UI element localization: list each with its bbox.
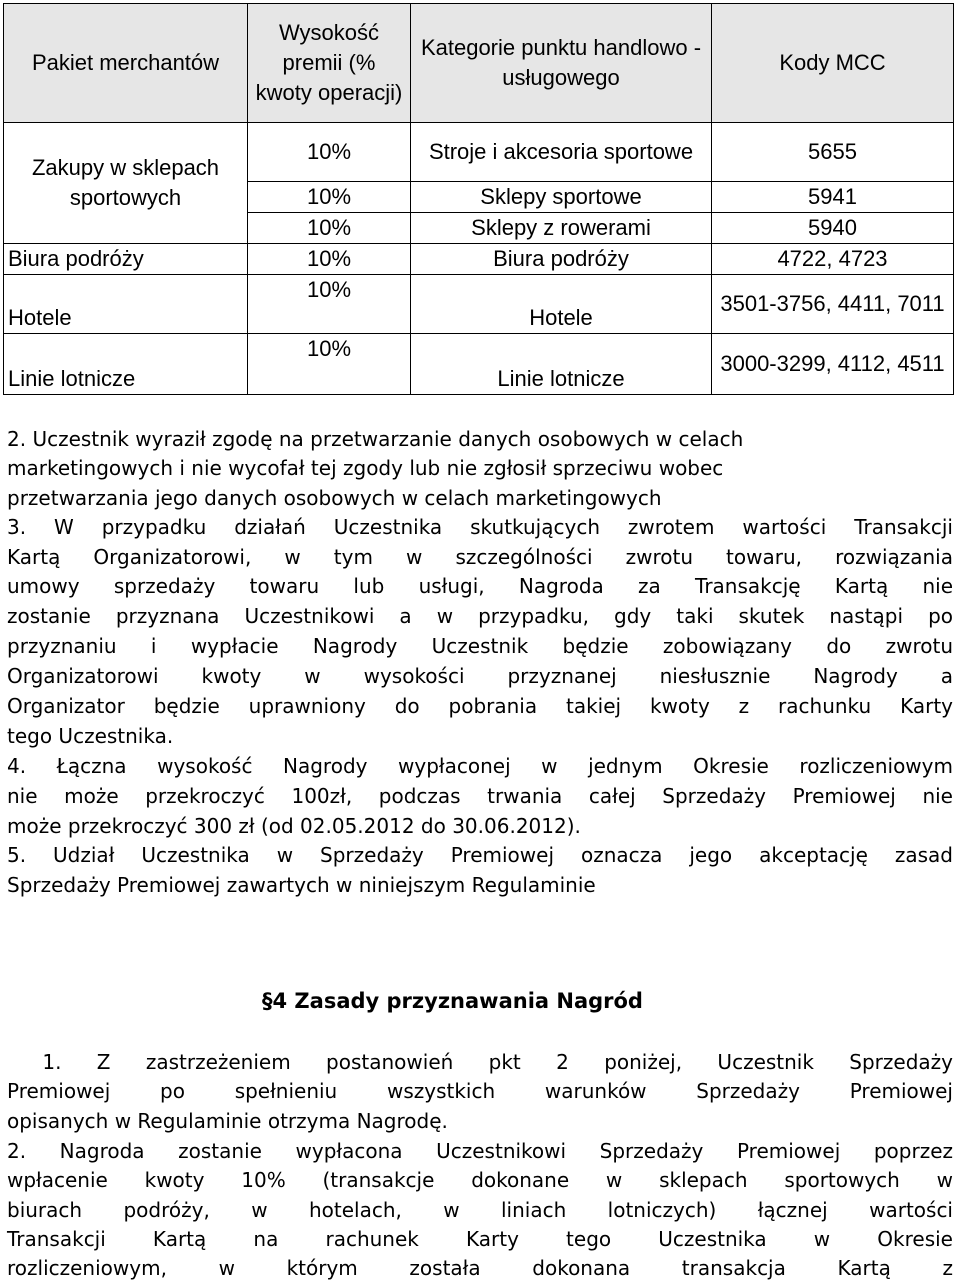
cell-pakiet: Zakupy w sklepach sportowych: [4, 123, 248, 244]
cell-kody: 3000-3299, 4112, 4511: [712, 334, 954, 395]
cell-premia: 10%: [248, 213, 411, 244]
paragraph-5-line: Sprzedaży Premiowej zawartych w niniejszym Regulaminie: [7, 873, 596, 897]
cell-kategoria: Hotele: [411, 275, 712, 334]
section-paragraph-2-line: rozliczeniowym, w którym została dokonana transakcja Kartą z: [7, 1256, 953, 1280]
cell-kategoria: Linie lotnicze: [411, 334, 712, 395]
paragraph-3-line: Kartą Organizatorowi, w tym w szczególności zwrotu towaru, rozwiązania: [7, 545, 953, 569]
paragraph-3-line: 3. W przypadku działań Uczestnika skutkujących zwrotem wartości Transakcji: [7, 515, 953, 539]
paragraph-3-line: tego Uczestnika.: [7, 724, 174, 748]
section-paragraph-1-line: opisanych w Regulaminie otrzyma Nagrodę.: [7, 1109, 448, 1133]
cell-pakiet: Biura podróży: [4, 244, 248, 275]
section-paragraph-2-line: 2. Nagroda zostanie wypłacona Uczestnikowi Sprzedaży Premiowej poprzez: [7, 1139, 953, 1163]
cell-kategoria: Sklepy z rowerami: [411, 213, 712, 244]
cell-kategoria: Stroje i akcesoria sportowe: [411, 123, 712, 182]
table-row: [4, 275, 954, 334]
section-paragraph-2-line: wpłacenie kwoty 10% (transakcje dokonane w sklepach sportowych w: [7, 1168, 953, 1192]
cell-premia: 10%: [248, 244, 411, 275]
table-row: [4, 244, 954, 275]
premium-table: [3, 3, 954, 395]
section-heading: §4 Zasady przyznawania Nagród: [262, 989, 643, 1013]
cell-premia: 10%: [248, 334, 411, 395]
cell-kategoria: Sklepy sportowe: [411, 182, 712, 213]
header-wysokosc: Wysokość premii (% kwoty operacji): [248, 4, 411, 123]
paragraph-3-line: Organizator będzie uprawniony do pobrania takiej kwoty z rachunku Karty: [7, 694, 953, 718]
paragraph-3-line: umowy sprzedaży towaru lub usługi, Nagroda za Transakcję Kartą nie: [7, 574, 953, 598]
paragraph-3-line: przyznaniu i wypłacie Nagrody Uczestnik będzie zobowiązany do zwrotu: [7, 634, 953, 658]
cell-premia: 10%: [248, 123, 411, 182]
section-paragraph-1-line: Premiowej po spełnieniu wszystkich warunków Sprzedaży Premiowej: [7, 1079, 953, 1103]
cell-kategoria: Biura podróży: [411, 244, 712, 275]
cell-kody: 3501-3756, 4411, 7011: [712, 275, 954, 334]
cell-pakiet: Linie lotnicze: [4, 334, 248, 395]
cell-kody: 5940: [712, 213, 954, 244]
paragraph-4-line: nie może przekroczyć 100zł, podczas trwania całej Sprzedaży Premiowej nie: [7, 784, 953, 808]
cell-pakiet: Hotele: [4, 275, 248, 334]
header-pakiet: Pakiet merchantów: [4, 4, 248, 123]
paragraph-5-line: 5. Udział Uczestnika w Sprzedaży Premiowej oznacza jego akceptację zasad: [7, 843, 953, 867]
header-kody: Kody MCC: [712, 4, 954, 123]
section-paragraph-1-line: 1. Z zastrzeżeniem postanowień pkt 2 poniżej, Uczestnik Sprzedaży: [7, 1050, 953, 1074]
cell-premia: 10%: [248, 275, 411, 334]
paragraph-3-line: Organizatorowi kwoty w wysokości przyznanej niesłusznie Nagrody a: [7, 664, 953, 688]
table-row: [4, 123, 954, 182]
paragraph-3-line: zostanie przyznana Uczestnikowi a w przypadku, gdy taki skutek nastąpi po: [7, 604, 953, 628]
cell-kody: 5941: [712, 182, 954, 213]
paragraph-2-line: marketingowych i nie wycofał tej zgody lub nie zgłosił sprzeciwu wobec: [7, 456, 724, 480]
paragraph-4-line: 4. Łączna wysokość Nagrody wypłaconej w jednym Okresie rozliczeniowym: [7, 754, 953, 778]
cell-kody: 4722, 4723: [712, 244, 954, 275]
paragraph-2-line: przetwarzania jego danych osobowych w celach marketingowych: [7, 486, 662, 510]
section-paragraph-2-line: biurach podróży, w hotelach, w liniach lotniczych) łącznej wartości: [7, 1198, 953, 1222]
paragraph-4-line: może przekroczyć 300 zł (od 02.05.2012 do 30.06.2012).: [7, 814, 581, 838]
cell-kody: 5655: [712, 123, 954, 182]
paragraph-2-line: 2. Uczestnik wyraził zgodę na przetwarzanie danych osobowych w celach: [7, 427, 744, 451]
header-kategorie: Kategorie punktu handlowo - usługowego: [411, 4, 712, 123]
cell-premia: 10%: [248, 182, 411, 213]
section-paragraph-2-line: Transakcji Kartą na rachunek Karty tego Uczestnika w Okresie: [7, 1227, 953, 1251]
table-header-row: [4, 4, 954, 123]
table-row: [4, 334, 954, 395]
